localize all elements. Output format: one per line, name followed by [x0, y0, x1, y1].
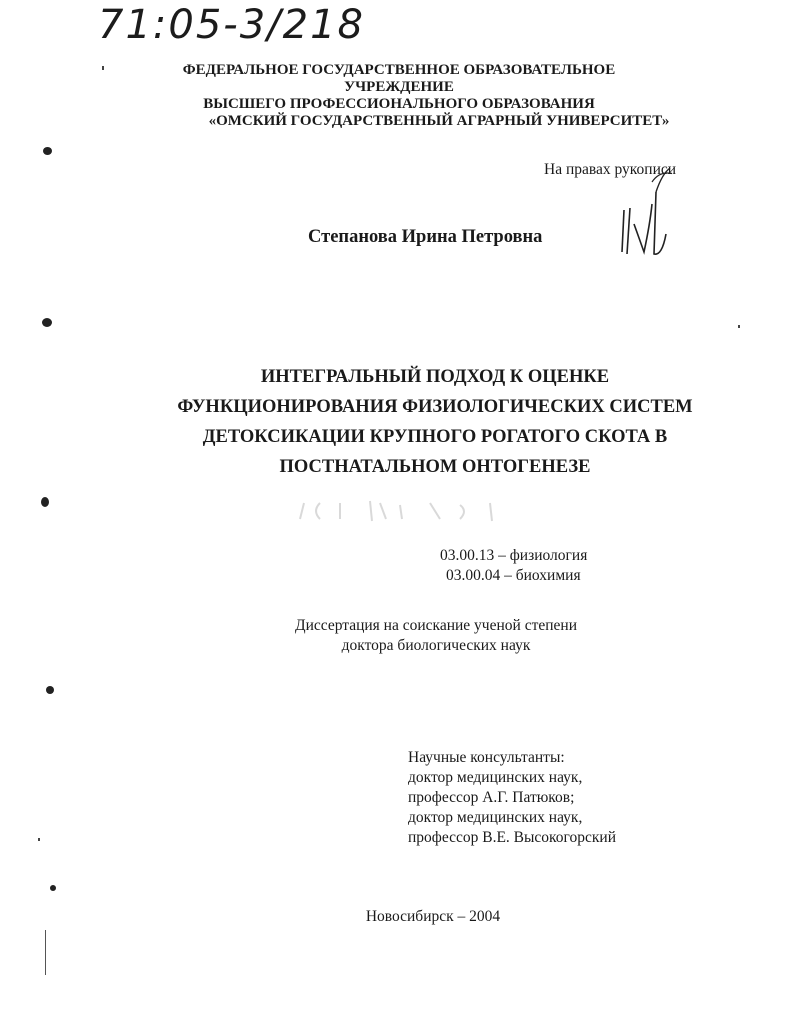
binder-mark [43, 147, 52, 155]
org-line: «ОМСКИЙ ГОСУДАРСТВЕННЫЙ АГРАРНЫЙ УНИВЕРСИТЕТ» [208, 113, 670, 129]
org-line: УЧРЕЖДЕНИЕ [344, 79, 454, 95]
scan-dot [102, 66, 104, 70]
dissertation-line: Диссертация на соискание ученой степени [295, 617, 577, 634]
title-line: ИНТЕГРАЛЬНЫЙ ПОДХОД К ОЦЕНКЕ [260, 367, 610, 387]
scan-dot [38, 838, 40, 841]
specialty-item: 03.00.13 – физиология [440, 547, 588, 564]
title-line: ДЕТОКСИКАЦИИ КРУПНОГО РОГАТОГО СКОТА В [202, 427, 668, 447]
title-line: ПОСТНАТАЛЬНОМ ОНТОГЕНЕЗЕ [279, 457, 591, 477]
scan-dot [738, 325, 740, 328]
binder-mark [41, 497, 49, 507]
specialty-item: 03.00.04 – биохимия [446, 567, 581, 584]
dissertation-title [0, 362, 798, 482]
binder-mark [46, 686, 54, 694]
scan-edge-line [45, 930, 46, 975]
faint-stamp [290, 497, 520, 525]
scientific-consultants [408, 748, 616, 848]
org-line: ВЫСШЕГО ПРОФЕССИОНАЛЬНОГО ОБРАЗОВАНИЯ [203, 96, 595, 112]
author-name: Степанова Ирина Петровна [308, 227, 543, 247]
consultant-line: доктор медицинских наук, [408, 809, 583, 826]
org-line: ФЕДЕРАЛЬНОЕ ГОСУДАРСТВЕННОЕ ОБРАЗОВАТЕЛЬНОЕ [182, 62, 616, 78]
organization-header [0, 62, 798, 130]
consultant-line: доктор медицинских наук, [408, 769, 583, 786]
dissertation-statement [0, 616, 798, 656]
title-line: ФУНКЦИОНИРОВАНИЯ ФИЗИОЛОГИЧЕСКИХ СИСТЕМ [177, 397, 693, 417]
consultant-line: профессор А.Г. Патюков; [408, 789, 575, 806]
signature-icon [612, 164, 672, 264]
consultant-line: профессор В.Е. Высокогорский [408, 829, 617, 846]
binder-mark [42, 318, 52, 327]
signature [612, 164, 672, 264]
binder-mark [50, 885, 56, 891]
rights-note: На правах рукописи [544, 161, 677, 178]
city-year: Новосибирск – 2004 [365, 908, 501, 925]
archive-code: 71:05-3/218 [98, 2, 365, 48]
specialties [440, 546, 587, 586]
consultant-line: Научные консультанты: [408, 749, 565, 766]
dissertation-line: доктора биологических наук [341, 637, 531, 654]
